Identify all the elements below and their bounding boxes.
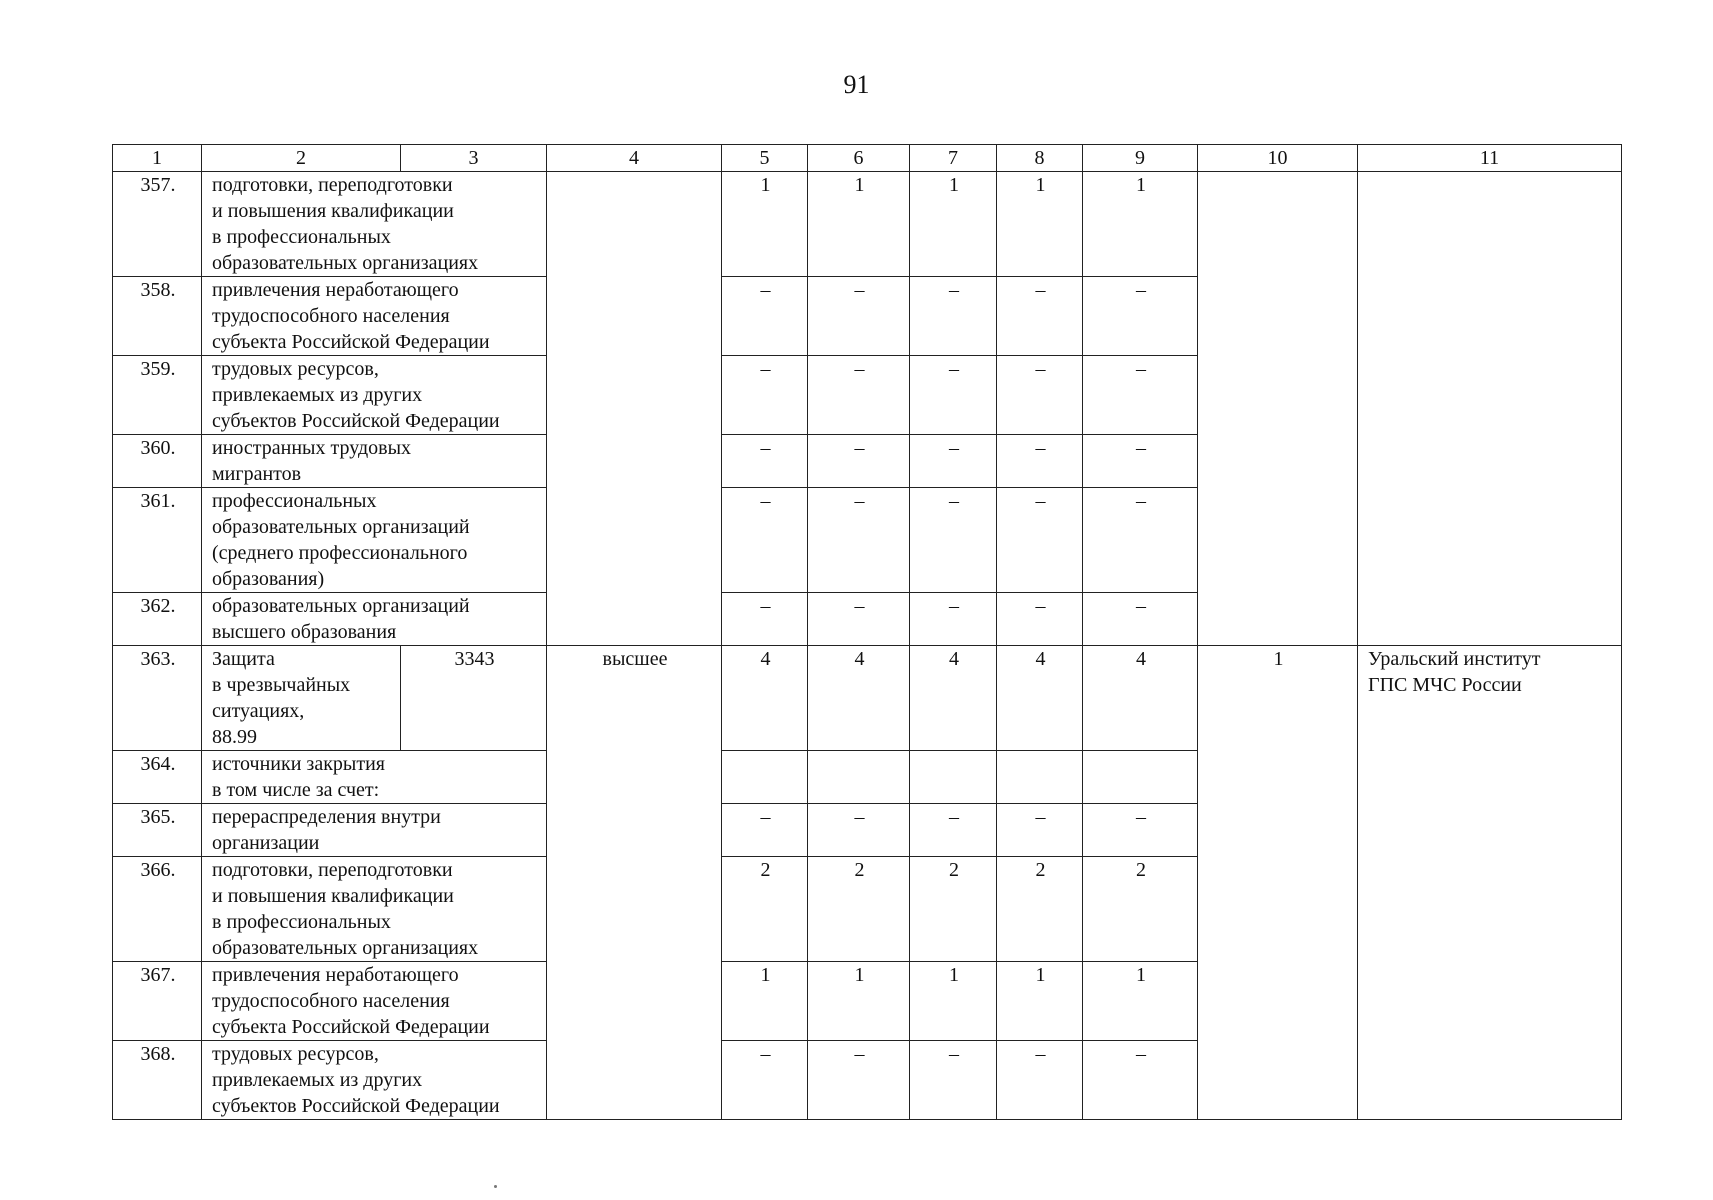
value-col-5: – bbox=[722, 804, 808, 857]
row-description bbox=[202, 962, 547, 1041]
value-col-8: – bbox=[997, 804, 1083, 857]
value-col-7 bbox=[910, 751, 997, 804]
value-col-9: – bbox=[1083, 593, 1198, 646]
row-number: 362. bbox=[113, 593, 202, 646]
description-line: субъекта Российской Федерации bbox=[212, 1016, 490, 1038]
scan-speck bbox=[494, 1185, 497, 1188]
description-line: и повышения квалификации bbox=[212, 885, 454, 907]
description-line: и повышения квалификации bbox=[212, 200, 454, 222]
value-col-8: – bbox=[997, 593, 1083, 646]
value-col-9 bbox=[1083, 751, 1198, 804]
value-col-8: – bbox=[997, 488, 1083, 593]
description-line: перераспределения внутри bbox=[212, 806, 441, 828]
description-line: субъекта Российской Федерации bbox=[212, 331, 490, 353]
value-col-9: 4 bbox=[1083, 646, 1198, 751]
value-col-9: – bbox=[1083, 804, 1198, 857]
row-description bbox=[202, 356, 547, 435]
header-cell: 8 bbox=[997, 145, 1083, 172]
table-row bbox=[113, 646, 1622, 751]
description-line: мигрантов bbox=[212, 463, 302, 485]
row-number: 365. bbox=[113, 804, 202, 857]
value-col-7: – bbox=[910, 593, 997, 646]
value-col-7: – bbox=[910, 356, 997, 435]
header-cell: 6 bbox=[808, 145, 910, 172]
value-col-10: 1 bbox=[1198, 646, 1358, 1120]
header-row bbox=[113, 145, 1622, 172]
value-col-9: – bbox=[1083, 435, 1198, 488]
row-number: 358. bbox=[113, 277, 202, 356]
description-line: трудоспособного населения bbox=[212, 990, 450, 1012]
row-description bbox=[202, 488, 547, 593]
header-cell: 10 bbox=[1198, 145, 1358, 172]
value-col-6: 2 bbox=[808, 857, 910, 962]
row-description bbox=[202, 804, 547, 857]
value-col-6: 1 bbox=[808, 172, 910, 277]
header-cell: 4 bbox=[547, 145, 722, 172]
value-col-9: 1 bbox=[1083, 172, 1198, 277]
row-number: 357. bbox=[113, 172, 202, 277]
table-row bbox=[113, 172, 1622, 277]
value-col-6: – bbox=[808, 488, 910, 593]
row-description bbox=[202, 172, 547, 277]
value-col-6: – bbox=[808, 277, 910, 356]
value-col-7: 2 bbox=[910, 857, 997, 962]
row-description bbox=[202, 277, 547, 356]
header-cell: 7 bbox=[910, 145, 997, 172]
value-col-10-empty bbox=[1198, 172, 1358, 646]
header-cell: 1 bbox=[113, 145, 202, 172]
value-col-8: 4 bbox=[997, 646, 1083, 751]
value-col-7: – bbox=[910, 1041, 997, 1120]
row-number: 359. bbox=[113, 356, 202, 435]
specialty-line: в чрезвычайных bbox=[212, 674, 351, 696]
value-col-5: – bbox=[722, 277, 808, 356]
description-line: подготовки, переподготовки bbox=[212, 174, 453, 196]
description-line: в том числе за счет: bbox=[212, 779, 380, 801]
row-number: 363. bbox=[113, 646, 202, 751]
header-cell: 3 bbox=[401, 145, 547, 172]
row-description bbox=[202, 593, 547, 646]
description-line: (среднего профессионального bbox=[212, 542, 468, 564]
value-col-9: – bbox=[1083, 1041, 1198, 1120]
value-col-8: – bbox=[997, 356, 1083, 435]
value-col-5: – bbox=[722, 593, 808, 646]
specialty-code: 3343 bbox=[401, 646, 547, 751]
row-description bbox=[202, 857, 547, 962]
description-line: привлекаемых из других bbox=[212, 1069, 423, 1091]
value-col-8: – bbox=[997, 1041, 1083, 1120]
value-col-9: – bbox=[1083, 356, 1198, 435]
description-line: организации bbox=[212, 832, 320, 854]
value-col-9: 2 bbox=[1083, 857, 1198, 962]
row-description bbox=[202, 751, 547, 804]
description-line: образовательных организаций bbox=[212, 516, 470, 538]
value-col-5: – bbox=[722, 435, 808, 488]
description-line: подготовки, переподготовки bbox=[212, 859, 453, 881]
data-table bbox=[112, 144, 1622, 1120]
value-col-7: 1 bbox=[910, 172, 997, 277]
value-col-6: – bbox=[808, 1041, 910, 1120]
specialty-line: Защита bbox=[212, 648, 275, 670]
description-line: трудовых ресурсов, bbox=[212, 1043, 379, 1065]
description-line: в профессиональных bbox=[212, 911, 391, 933]
header-cell: 9 bbox=[1083, 145, 1198, 172]
value-col-6: – bbox=[808, 593, 910, 646]
value-col-9: – bbox=[1083, 488, 1198, 593]
header-cell: 2 bbox=[202, 145, 401, 172]
level-cell-empty bbox=[547, 172, 722, 646]
description-line: в профессиональных bbox=[212, 226, 391, 248]
value-col-7: – bbox=[910, 804, 997, 857]
row-number: 367. bbox=[113, 962, 202, 1041]
value-col-9: – bbox=[1083, 277, 1198, 356]
row-number: 360. bbox=[113, 435, 202, 488]
value-col-8: 1 bbox=[997, 962, 1083, 1041]
description-line: трудовых ресурсов, bbox=[212, 358, 379, 380]
specialty-name bbox=[202, 646, 401, 751]
value-col-5 bbox=[722, 751, 808, 804]
specialty-line: 88.99 bbox=[212, 726, 257, 748]
description-line: источники закрытия bbox=[212, 753, 385, 775]
value-col-6: – bbox=[808, 435, 910, 488]
organization-cell-empty bbox=[1358, 172, 1622, 646]
organization-line: Уральский институт bbox=[1368, 648, 1541, 670]
value-col-7: – bbox=[910, 488, 997, 593]
description-line: субъектов Российской Федерации bbox=[212, 1095, 500, 1117]
description-line: образовательных организаций bbox=[212, 595, 470, 617]
education-level: высшее bbox=[547, 646, 722, 1120]
row-description bbox=[202, 435, 547, 488]
value-col-5: 1 bbox=[722, 962, 808, 1041]
description-line: высшего образования bbox=[212, 621, 397, 643]
header-cell: 5 bbox=[722, 145, 808, 172]
value-col-8 bbox=[997, 751, 1083, 804]
value-col-7: 1 bbox=[910, 962, 997, 1041]
value-col-8: – bbox=[997, 435, 1083, 488]
value-col-6: 1 bbox=[808, 962, 910, 1041]
value-col-5: 2 bbox=[722, 857, 808, 962]
row-number: 364. bbox=[113, 751, 202, 804]
value-col-8: 1 bbox=[997, 172, 1083, 277]
page-number: 91 bbox=[843, 70, 870, 99]
organization-line: ГПС МЧС России bbox=[1368, 674, 1522, 696]
value-col-5: – bbox=[722, 1041, 808, 1120]
description-line: образовательных организациях bbox=[212, 937, 479, 959]
value-col-7: – bbox=[910, 277, 997, 356]
row-number: 368. bbox=[113, 1041, 202, 1120]
value-col-6 bbox=[808, 751, 910, 804]
row-number: 361. bbox=[113, 488, 202, 593]
value-col-7: – bbox=[910, 435, 997, 488]
value-col-5: – bbox=[722, 356, 808, 435]
value-col-5: 1 bbox=[722, 172, 808, 277]
specialty-line: ситуациях, bbox=[212, 700, 305, 722]
description-line: иностранных трудовых bbox=[212, 437, 412, 459]
description-line: привлечения неработающего bbox=[212, 279, 459, 301]
value-col-5: 4 bbox=[722, 646, 808, 751]
value-col-6: – bbox=[808, 356, 910, 435]
value-col-9: 1 bbox=[1083, 962, 1198, 1041]
value-col-7: 4 bbox=[910, 646, 997, 751]
description-line: привлечения неработающего bbox=[212, 964, 459, 986]
organization-name bbox=[1358, 646, 1622, 1120]
description-line: образовательных организациях bbox=[212, 252, 479, 274]
value-col-8: – bbox=[997, 277, 1083, 356]
row-description bbox=[202, 1041, 547, 1120]
description-line: привлекаемых из других bbox=[212, 384, 423, 406]
description-line: профессиональных bbox=[212, 490, 377, 512]
value-col-8: 2 bbox=[997, 857, 1083, 962]
header-cell: 11 bbox=[1358, 145, 1622, 172]
value-col-6: 4 bbox=[808, 646, 910, 751]
value-col-5: – bbox=[722, 488, 808, 593]
value-col-6: – bbox=[808, 804, 910, 857]
description-line: образования) bbox=[212, 568, 325, 590]
row-number: 366. bbox=[113, 857, 202, 962]
description-line: субъектов Российской Федерации bbox=[212, 410, 500, 432]
description-line: трудоспособного населения bbox=[212, 305, 450, 327]
